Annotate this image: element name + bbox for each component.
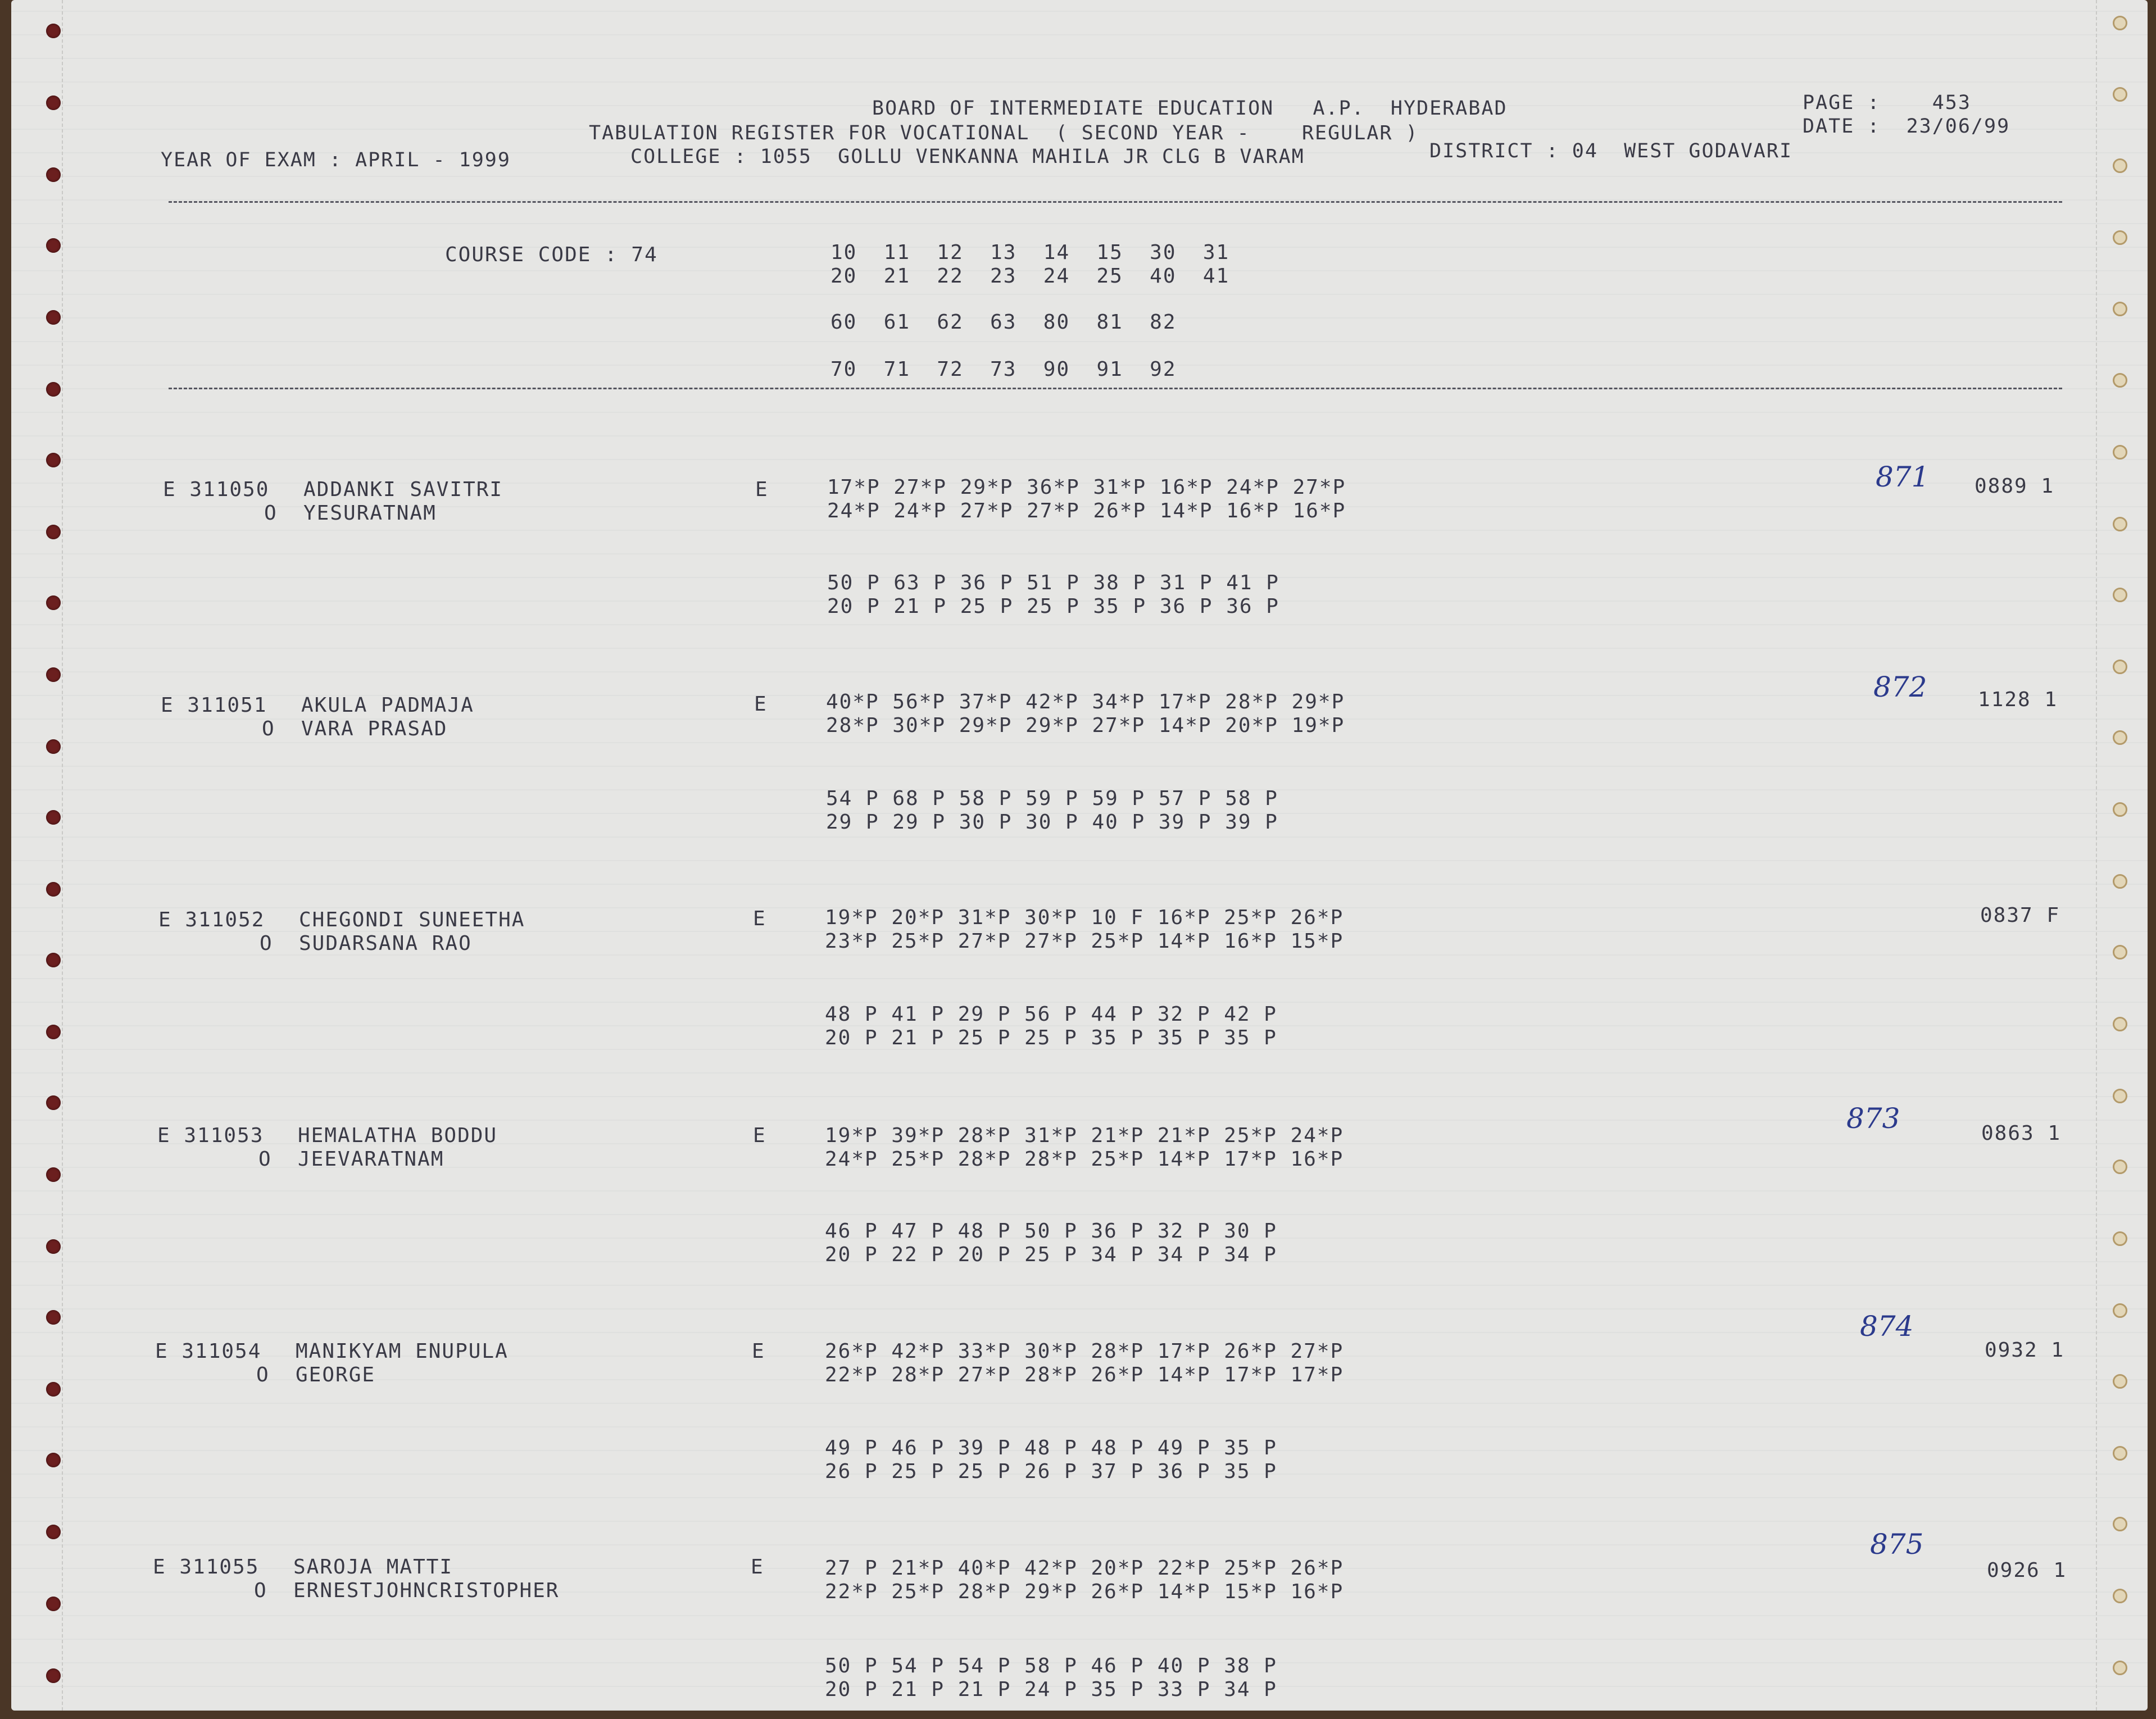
student-record <box>11 904 2148 1062</box>
student-name: CHEGONDI SUNEETHA <box>299 908 525 931</box>
district-info: DISTRICT : 04 WEST GODAVARI <box>1429 140 1793 162</box>
marks-row: 22*P 25*P 28*P 29*P 26*P 14*P 15*P 16*P <box>825 1580 1344 1603</box>
feed-hole <box>2113 1303 2127 1318</box>
parent-name: ERNESTJOHNCRISTOPHER <box>293 1579 560 1602</box>
medium-code: E <box>752 1340 765 1363</box>
feed-hole <box>46 382 61 397</box>
marks-row: 50 P 54 P 54 P 58 P 46 P 40 P 38 P <box>825 1654 1277 1677</box>
parent-code: O <box>254 1579 267 1602</box>
marks-row: 24*P 25*P 28*P 28*P 25*P 14*P 17*P 16*P <box>825 1148 1344 1171</box>
student-name: AKULA PADMAJA <box>301 694 474 717</box>
feed-hole <box>2113 874 2127 889</box>
feed-hole <box>2113 302 2127 316</box>
feed-hole <box>46 310 61 325</box>
medium-code: E <box>753 907 766 930</box>
subject-codes-row: 10 11 12 13 14 15 30 31 <box>830 241 1230 264</box>
feed-hole <box>46 238 61 253</box>
header-divider <box>169 201 2062 203</box>
parent-code: O <box>258 1148 272 1171</box>
marks-row: 20 P 22 P 20 P 25 P 34 P 34 P 34 P <box>825 1243 1277 1266</box>
feed-hole <box>2113 87 2127 102</box>
feed-hole <box>2113 373 2127 388</box>
feed-hole <box>2113 16 2127 30</box>
subject-codes-row: 60 61 62 63 80 81 82 <box>830 311 1177 334</box>
medium-code: E <box>753 1124 766 1147</box>
marks-row: 29 P 29 P 30 P 30 P 40 P 39 P 39 P <box>826 811 1278 834</box>
parent-code: O <box>256 1363 270 1386</box>
marks-row: 22*P 28*P 27*P 28*P 26*P 14*P 17*P 17*P <box>825 1363 1344 1386</box>
parent-code: O <box>260 932 273 955</box>
year-of-exam: YEAR OF EXAM : APRIL - 1999 <box>161 149 511 171</box>
marks-row: 17*P 27*P 29*P 36*P 31*P 16*P 24*P 27*P <box>827 476 1346 499</box>
handwritten-serial: 875 <box>1870 1528 1924 1561</box>
parent-name: YESURATNAM <box>303 502 437 525</box>
marks-row: 23*P 25*P 27*P 27*P 25*P 14*P 16*P 15*P <box>825 930 1344 953</box>
feed-hole <box>2113 1089 2127 1103</box>
student-record <box>11 1528 2148 1709</box>
feed-hole <box>46 24 61 38</box>
student-name: HEMALATHA BODDU <box>298 1124 498 1147</box>
feed-hole <box>46 167 61 182</box>
student-id: E 311055 <box>153 1556 260 1579</box>
student-name: SAROJA MATTI <box>293 1556 453 1579</box>
feed-hole <box>2113 158 2127 173</box>
marks-row: 19*P 39*P 28*P 31*P 21*P 21*P 25*P 24*P <box>825 1124 1344 1147</box>
board-title: BOARD OF INTERMEDIATE EDUCATION A.P. HYDERABAD <box>872 97 1508 120</box>
student-record <box>11 1102 2148 1277</box>
medium-code: E <box>755 478 769 501</box>
student-id: E 311051 <box>161 694 267 717</box>
parent-code: O <box>262 717 275 740</box>
college-info: COLLEGE : 1055 GOLLU VENKANNA MAHILA JR CLG B VARAM <box>630 145 1305 168</box>
handwritten-serial: 874 <box>1860 1310 1914 1343</box>
subject-codes-row: 20 21 22 23 24 25 40 41 <box>830 265 1230 288</box>
parent-name: VARA PRASAD <box>301 717 448 740</box>
feed-hole <box>46 1310 61 1325</box>
student-record <box>11 1310 2148 1493</box>
feed-hole <box>2113 1517 2127 1531</box>
marks-row: 48 P 41 P 29 P 56 P 44 P 32 P 42 P <box>825 1003 1277 1026</box>
parent-name: GEORGE <box>296 1363 376 1386</box>
print-date: DATE : 23/06/99 <box>1803 115 2010 138</box>
marks-row: 20 P 21 P 25 P 25 P 35 P 36 P 36 P <box>827 595 1279 618</box>
feed-hole <box>46 882 61 897</box>
marks-row: 50 P 63 P 36 P 51 P 38 P 31 P 41 P <box>827 571 1279 594</box>
feed-hole <box>2113 230 2127 245</box>
register-title: TABULATION REGISTER FOR VOCATIONAL ( SECOND YEAR - REGULAR ) <box>589 122 1419 144</box>
marks-row: 26*P 42*P 33*P 30*P 28*P 17*P 26*P 27*P <box>825 1340 1344 1363</box>
course-code-label: COURSE CODE : 74 <box>445 243 658 266</box>
page-number: PAGE : 453 <box>1803 92 1971 114</box>
handwritten-serial: 871 <box>1876 461 1930 493</box>
student-name: ADDANKI SAVITRI <box>303 478 503 501</box>
feed-hole <box>46 1525 61 1539</box>
feed-hole <box>46 96 61 110</box>
marks-row: 49 P 46 P 39 P 48 P 48 P 49 P 35 P <box>825 1436 1277 1459</box>
total-and-result: 0932 1 <box>1985 1339 2065 1362</box>
total-and-result: 0837 F <box>1980 904 2060 927</box>
marks-row: 26 P 25 P 25 P 26 P 37 P 36 P 35 P <box>825 1460 1277 1483</box>
marks-row: 19*P 20*P 31*P 30*P 10 F 16*P 25*P 26*P <box>825 906 1344 929</box>
course-divider <box>169 388 2062 389</box>
student-record <box>11 671 2148 847</box>
feed-hole <box>46 667 61 682</box>
printout-sheet <box>11 0 2148 1711</box>
student-id: E 311050 <box>163 478 270 501</box>
student-record <box>11 461 2148 631</box>
marks-row: 24*P 24*P 27*P 27*P 26*P 14*P 16*P 16*P <box>827 499 1346 522</box>
feed-hole <box>2113 445 2127 460</box>
student-id: E 311054 <box>155 1340 262 1363</box>
parent-code: O <box>264 502 278 525</box>
marks-row: 28*P 30*P 29*P 29*P 27*P 14*P 20*P 19*P <box>826 714 1345 737</box>
marks-row: 20 P 21 P 25 P 25 P 35 P 35 P 35 P <box>825 1026 1277 1049</box>
handwritten-serial: 872 <box>1873 671 1927 703</box>
marks-row: 20 P 21 P 21 P 24 P 35 P 33 P 34 P <box>825 1678 1277 1701</box>
medium-code: E <box>754 693 768 716</box>
total-and-result: 1128 1 <box>1978 688 2058 711</box>
student-name: MANIKYAM ENUPULA <box>296 1340 509 1363</box>
student-id: E 311053 <box>157 1124 264 1147</box>
medium-code: E <box>751 1556 764 1579</box>
marks-row: 54 P 68 P 58 P 59 P 59 P 57 P 58 P <box>826 787 1278 810</box>
feed-hole <box>2113 660 2127 674</box>
parent-name: SUDARSANA RAO <box>299 932 472 955</box>
feed-hole <box>46 1095 61 1110</box>
marks-row: 27 P 21*P 40*P 42*P 20*P 22*P 25*P 26*P <box>825 1557 1344 1580</box>
marks-row: 46 P 47 P 48 P 50 P 36 P 32 P 30 P <box>825 1220 1277 1243</box>
marks-row: 40*P 56*P 37*P 42*P 34*P 17*P 28*P 29*P <box>826 690 1345 713</box>
feed-hole <box>46 453 61 467</box>
total-and-result: 0926 1 <box>1987 1559 2067 1582</box>
total-and-result: 0863 1 <box>1981 1122 2062 1145</box>
total-and-result: 0889 1 <box>1975 475 2055 498</box>
student-id: E 311052 <box>158 908 265 931</box>
handwritten-serial: 873 <box>1846 1102 1900 1135</box>
parent-name: JEEVARATNAM <box>298 1148 444 1171</box>
subject-codes-row: 70 71 72 73 90 91 92 <box>830 358 1177 381</box>
